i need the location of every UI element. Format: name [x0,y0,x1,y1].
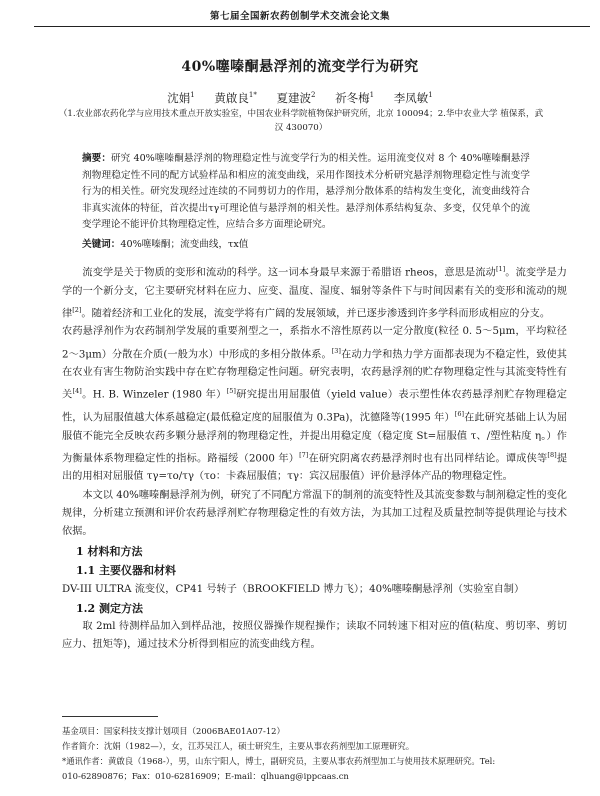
author-list [0,90,600,106]
header-rule [34,26,590,27]
author: 黄啟良$^{1*}$ [214,91,257,105]
paragraph: DV-III ULTRA 流变仪，CP41 号转子（BROOKFIELD 博力飞）；40%噻嗪酮悬浮剂（实验室自制） [62,583,525,595]
keywords [82,236,530,250]
paragraph: 取 2ml 待测样品加入到样品池，按照仪器操作规程操作；读取不同转速下相对应的值(粘度、剪切率、剪切应力、扭矩等)，通过技术分析得到相应的流变曲线方程。 [62,621,567,651]
paper-title: 40%噻嗪酮悬浮剂的流变学行为研究 [181,59,419,75]
subsection-heading: 1.2 测定方法 [76,601,143,615]
footnote-correspondence: *通讯作者：黄啟良（1968-），男，山东宁阳人，博士，副研究员，主要从事农药剂型加工与使用技术原理研究。Tel: [62,756,496,766]
footnotes [62,724,567,784]
body-text [62,260,567,654]
paragraph: 本文以 40%噻嗪酮悬浮剂为例，研究了不同配方常温下的制剂的流变特性及其流变参数与制剂稳定性的变化规律，分析建立预测和评价农药悬浮剂贮存物理稳定性的有效方法，为其加工过程及质量控制等提供理论与技术依据。 [62,489,567,537]
keywords-label: 关键词： [82,239,121,250]
author: 祈冬梅$^1$ [335,91,375,105]
subsection-heading: 1.1 主要仪器和材料 [76,564,176,578]
footnote-contact: 010-62890876；Fax：010-62816909；E-mail：qlhuang@ippcaas.cn [62,771,349,781]
footnote-rule [62,716,158,717]
footnote-fund: 基金项目：国家科技支撑计划项目（2006BAE01A07-12） [62,726,285,736]
running-header: 第七届全国新农药创制学术交流会论文集 [209,11,390,22]
affiliation: （1.农业部农药化学与应用技术重点开放实验室，中国农业科学院植物保护研究所，北京 100094；2.华中农业大学 植保系，武汉 430070） [58,109,544,133]
abstract-label: 摘要： [82,153,112,164]
abstract [82,151,530,234]
author: 沈娟$^1$ [167,91,195,105]
paragraph: 流变学是关于物质的变形和流动的科学。这一词本身最早来源于希腊语 rheos，意思是流动[1]。流变学是力学的一个新分支，它主要研究材料在应力、应变、温度、湿度、辐射等条件下与时间因素有关的变形和流动的规律[2]。随着经济和工业化的发展，流变学将有广阔的发展领域，并已逐步渗透到许多学科而形成相应的分支。 [62,265,567,320]
footnote-author: 作者简介：沈娟（1982—），女，江苏吴江人，硕士研究生，主要从事农药剂型加工原理研究。 [62,741,415,751]
keywords-text: 40%噻嗪酮；流变曲线，τx值 [120,239,249,250]
section-heading: 1 材料和方法 [76,545,143,559]
author: 李凤敏$^1$ [393,91,433,105]
paragraph: 农药悬浮剂作为农药制剂学发展的重要剂型之一，系指水不溶性原药以一定分散度(粒径 0. 5～5μm，平均粒径 2～3μm）分散在介质(一般为水）中形成的多相分散体系。[3]在动力学和热力学方面都表现为不稳定性，致使其在农业有害生物防治实践中存在贮存物理稳定性问题。研究表明，农药悬浮剂的贮存物理稳定性与其流变特性有关[4]。H. B. Winzeler (1980 年）[5]研究提出用屈服值（yield value）表示塑性体农药悬浮剂贮存物理稳定性，认为屈服值越大体系越稳定(最低稳定度的屈服值为 0.3Pa)，沈德隆等(1995 年）[6]在此研究基础上认为屈服值不能完全反映农药多颗分悬浮剂的物理稳定性，并提出用稳定度（稳定度 St=屈服值 τ、/塑性粘度 η。）作为衡量体系物理稳定性的指标。路福绥（2000 年）[7]在研究阴离农药悬浮剂时也有出同样结论。谭成侠等[8]提出的用相对屈服值 τγ=τo/τγ（τo：卡森屈服值；τγ：宾汉屈服值）评价悬浮体产品的物理稳定性。 [62,326,568,483]
author: 夏建波$^2$ [276,91,316,105]
abstract-text: 研究 40%噻嗪酮悬浮剂的物理稳定性与流变学行为的相关性。运用流变仪对 8 个 40%噻嗪酮悬浮剂物理稳定性不同的配方试验样品和相应的流变曲线，采用作图技术分析研究悬浮剂物理稳定性与流变学行为的相关性。研究发现经过连续的不同剪切力的作用，悬浮剂分散体系的结构发生变化，流变曲线符合非真实流体的特征，首次提出τγ可理论值与悬浮剂的相关性。悬浮剂体系结构复杂、多变，仅凭单个的流变学理论不能评价其物理稳定性，应结合多方面理论研究。 [82,153,531,231]
